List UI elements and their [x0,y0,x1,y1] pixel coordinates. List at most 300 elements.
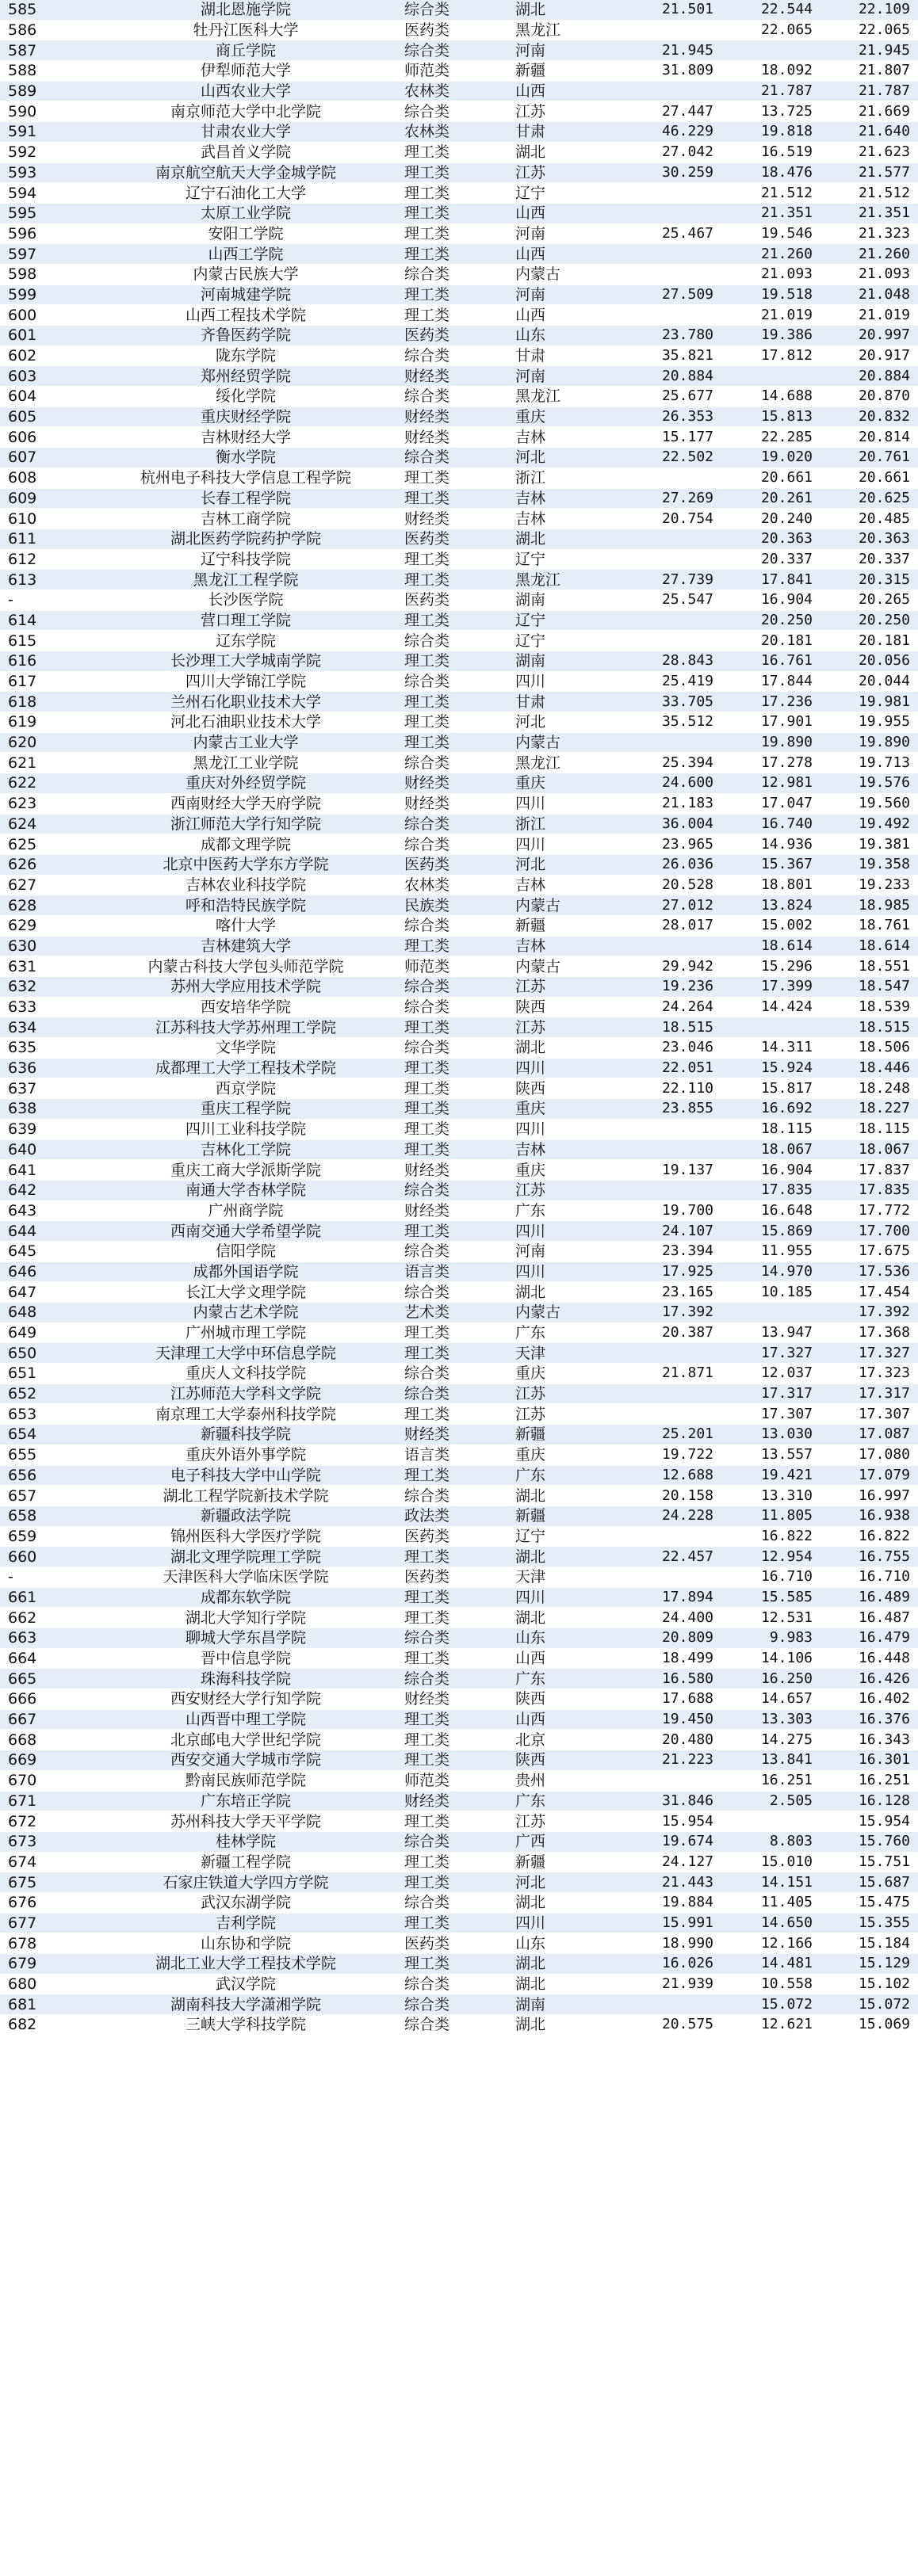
school-name-cell: 成都理工大学工程技术学院 [95,1058,396,1078]
rank-cell: 661 [0,1587,95,1608]
rank-cell: 627 [0,875,95,895]
score-b-cell: 16.710 [721,1567,820,1587]
score-a-cell [610,1180,721,1200]
total-score-cell: 20.056 [820,651,918,672]
school-name-cell: 新疆政法学院 [95,1506,396,1526]
province-cell: 浙江 [507,467,610,488]
table-row [0,1689,918,1710]
table-row [0,406,918,427]
score-b-cell: 13.725 [721,101,820,122]
score-b-cell: 13.824 [721,895,820,916]
category-cell: 综合类 [396,0,507,20]
school-name-cell: 湖北医药学院药护学院 [95,529,396,549]
province-cell: 新疆 [507,1506,610,1526]
score-b-cell: 17.901 [721,712,820,733]
school-name-cell: 西安财经大学行知学院 [95,1689,396,1710]
score-a-cell: 36.004 [610,814,721,834]
table-row [0,366,918,387]
table-row [0,387,918,407]
rank-cell: 671 [0,1791,95,1811]
school-name-cell: 四川大学锦江学院 [95,671,396,692]
province-cell: 广东 [507,1465,610,1486]
rank-cell: 621 [0,753,95,773]
category-cell: 理工类 [396,488,507,509]
school-name-cell: 湖北文理学院理工学院 [95,1547,396,1567]
school-name-cell: 杭州电子科技大学信息工程学院 [95,467,396,488]
rank-cell: 678 [0,1933,95,1954]
category-cell: 综合类 [396,1669,507,1689]
school-name-cell: 辽宁石油化工大学 [95,183,396,204]
score-a-cell: 12.688 [610,1465,721,1486]
rank-cell: 609 [0,488,95,509]
total-score-cell: 20.485 [820,509,918,529]
total-score-cell: 19.233 [820,875,918,895]
score-a-cell [610,529,721,549]
score-b-cell: 18.801 [721,875,820,895]
rank-cell: 601 [0,326,95,346]
province-cell: 陕西 [507,997,610,1017]
school-name-cell: 山西农业大学 [95,81,396,101]
table-row [0,1811,918,1832]
table-row [0,1547,918,1567]
province-cell: 湖北 [507,142,610,162]
school-name-cell: 河北石油职业技术大学 [95,712,396,733]
total-score-cell: 21.807 [820,61,918,82]
category-cell: 理工类 [396,1058,507,1078]
score-b-cell: 11.805 [721,1506,820,1526]
total-score-cell: 21.093 [820,264,918,284]
category-cell: 理工类 [396,1811,507,1832]
rank-cell: 657 [0,1486,95,1506]
total-score-cell: 16.376 [820,1709,918,1730]
province-cell: 吉林 [507,509,610,529]
category-cell: 理工类 [396,1078,507,1099]
category-cell: 综合类 [396,448,507,468]
rank-cell: 676 [0,1892,95,1913]
school-name-cell: 呼和浩特民族学院 [95,895,396,916]
school-name-cell: 武汉东湖学院 [95,1892,396,1913]
school-name-cell: 锦州医科大学医疗学院 [95,1526,396,1547]
school-name-cell: 内蒙古科技大学包头师范学院 [95,956,396,977]
province-cell: 广东 [507,1322,610,1343]
category-cell: 医药类 [396,590,507,610]
category-cell: 理工类 [396,1730,507,1750]
score-a-cell [610,1770,721,1791]
rank-cell: 637 [0,1078,95,1099]
school-name-cell: 长江大学文理学院 [95,1282,396,1303]
score-b-cell: 18.092 [721,61,820,82]
table-row [0,427,918,448]
score-b-cell: 10.185 [721,1282,820,1303]
rank-cell: 588 [0,61,95,82]
score-b-cell: 17.236 [721,692,820,712]
rank-cell: 667 [0,1709,95,1730]
total-score-cell: 19.955 [820,712,918,733]
total-score-cell: 21.323 [820,223,918,244]
score-a-cell [610,1119,721,1139]
total-score-cell: 19.713 [820,753,918,773]
rank-cell: 632 [0,977,95,998]
score-b-cell: 16.740 [721,814,820,834]
province-cell: 山西 [507,1709,610,1730]
category-cell: 财经类 [396,793,507,814]
score-b-cell: 17.327 [721,1343,820,1364]
table-row [0,1791,918,1811]
rank-cell: 644 [0,1221,95,1242]
score-a-cell: 17.894 [610,1587,721,1608]
score-a-cell: 19.722 [610,1444,721,1465]
rank-cell: 595 [0,203,95,223]
province-cell: 山东 [507,326,610,346]
rank-cell: 651 [0,1364,95,1384]
table-row [0,467,918,488]
score-a-cell: 24.600 [610,773,721,794]
province-cell: 甘肃 [507,345,610,366]
rank-cell: 641 [0,1160,95,1181]
province-cell: 四川 [507,793,610,814]
total-score-cell: 15.184 [820,1933,918,1954]
category-cell: 综合类 [396,997,507,1017]
rank-cell: 623 [0,793,95,814]
province-cell: 内蒙古 [507,956,610,977]
table-row [0,183,918,204]
table-row [0,753,918,773]
category-cell: 理工类 [396,1099,507,1120]
score-a-cell [610,549,721,570]
province-cell: 湖南 [507,590,610,610]
rank-cell: 626 [0,854,95,875]
category-cell: 综合类 [396,1180,507,1200]
score-a-cell: 25.419 [610,671,721,692]
province-cell: 陕西 [507,1689,610,1710]
score-b-cell [721,40,820,61]
table-row [0,570,918,590]
table-row [0,1465,918,1486]
total-score-cell: 16.343 [820,1730,918,1750]
school-name-cell: 成都东软学院 [95,1587,396,1608]
score-b-cell: 15.585 [721,1587,820,1608]
province-cell: 辽宁 [507,1526,610,1547]
rank-cell: 665 [0,1669,95,1689]
score-b-cell: 20.363 [721,529,820,549]
rank-cell: 602 [0,345,95,366]
table-row [0,1709,918,1730]
school-name-cell: 太原工业学院 [95,203,396,223]
total-score-cell: 19.358 [820,854,918,875]
rank-cell: 669 [0,1750,95,1771]
total-score-cell: 18.115 [820,1119,918,1139]
rank-cell: 611 [0,529,95,549]
province-cell: 辽宁 [507,549,610,570]
school-name-cell: 成都文理学院 [95,834,396,855]
category-cell: 理工类 [396,549,507,570]
category-cell: 理工类 [396,284,507,305]
table-row [0,1160,918,1181]
category-cell: 医药类 [396,1526,507,1547]
category-cell: 综合类 [396,753,507,773]
total-score-cell: 17.536 [820,1261,918,1282]
rank-cell: 617 [0,671,95,692]
total-score-cell: 15.129 [820,1954,918,1975]
total-score-cell: 20.917 [820,345,918,366]
category-cell: 理工类 [396,1750,507,1771]
total-score-cell: 15.069 [820,2015,918,2036]
category-cell: 理工类 [396,183,507,204]
score-b-cell: 22.544 [721,0,820,20]
category-cell: 财经类 [396,773,507,794]
score-b-cell [721,1017,820,1038]
score-a-cell: 19.236 [610,977,721,998]
table-row [0,1058,918,1078]
total-score-cell: 18.539 [820,997,918,1017]
category-cell: 农林类 [396,81,507,101]
category-cell: 农林类 [396,122,507,143]
rank-cell: 664 [0,1648,95,1669]
school-name-cell: 南京师范大学中北学院 [95,101,396,122]
rank-cell: 628 [0,895,95,916]
score-a-cell: 19.450 [610,1709,721,1730]
province-cell: 吉林 [507,936,610,956]
total-score-cell: 18.547 [820,977,918,998]
score-b-cell: 18.476 [721,162,820,183]
score-a-cell: 31.809 [610,61,721,82]
total-score-cell: 17.079 [820,1465,918,1486]
category-cell: 综合类 [396,977,507,998]
score-a-cell [610,1994,721,2015]
total-score-cell: 16.448 [820,1648,918,1669]
school-name-cell: 内蒙古艺术学院 [95,1303,396,1323]
table-row [0,1608,918,1628]
school-name-cell: 新疆科技学院 [95,1425,396,1445]
category-cell: 综合类 [396,387,507,407]
score-a-cell: 22.110 [610,1078,721,1099]
score-b-cell: 15.002 [721,915,820,936]
school-name-cell: 西京学院 [95,1078,396,1099]
score-b-cell: 17.812 [721,345,820,366]
table-row [0,875,918,895]
category-cell: 理工类 [396,305,507,326]
score-b-cell: 17.399 [721,977,820,998]
rank-cell: 650 [0,1343,95,1364]
table-row [0,1425,918,1445]
score-b-cell: 14.311 [721,1038,820,1059]
total-score-cell: 19.492 [820,814,918,834]
category-cell: 综合类 [396,1038,507,1059]
province-cell: 黑龙江 [507,20,610,40]
score-b-cell: 9.983 [721,1628,820,1649]
province-cell: 重庆 [507,773,610,794]
table-row [0,854,918,875]
rank-cell: 646 [0,1261,95,1282]
table-row [0,773,918,794]
province-cell: 山东 [507,1933,610,1954]
category-cell: 综合类 [396,834,507,855]
table-row [0,122,918,143]
rank-cell: 658 [0,1506,95,1526]
category-cell: 综合类 [396,1383,507,1404]
province-cell: 湖北 [507,1486,610,1506]
score-b-cell: 13.841 [721,1750,820,1771]
total-score-cell: 19.576 [820,773,918,794]
table-row [0,305,918,326]
score-a-cell: 23.394 [610,1241,721,1261]
score-a-cell: 21.939 [610,1974,721,1994]
score-a-cell: 18.499 [610,1648,721,1669]
rank-cell: 608 [0,467,95,488]
rank-cell: 631 [0,956,95,977]
score-a-cell: 27.447 [610,101,721,122]
school-name-cell: 湖南科技大学潇湘学院 [95,1994,396,2015]
province-cell: 黑龙江 [507,387,610,407]
score-a-cell: 20.528 [610,875,721,895]
table-row [0,1200,918,1221]
category-cell: 医药类 [396,1933,507,1954]
rank-cell: 614 [0,610,95,631]
category-cell: 理工类 [396,1404,507,1425]
category-cell: 理工类 [396,732,507,753]
score-b-cell: 21.787 [721,81,820,101]
score-b-cell: 22.285 [721,427,820,448]
category-cell: 综合类 [396,345,507,366]
score-a-cell: 28.843 [610,651,721,672]
category-cell: 理工类 [396,936,507,956]
score-a-cell [610,732,721,753]
rank-cell: 659 [0,1526,95,1547]
score-b-cell: 15.813 [721,406,820,427]
score-b-cell: 14.650 [721,1913,820,1933]
category-cell: 理工类 [396,712,507,733]
table-row [0,1831,918,1852]
table-row [0,1119,918,1139]
score-a-cell [610,631,721,651]
province-cell: 新疆 [507,1425,610,1445]
score-b-cell: 15.296 [721,956,820,977]
category-cell: 理工类 [396,203,507,223]
category-cell: 综合类 [396,1486,507,1506]
score-a-cell [610,1526,721,1547]
table-row [0,1974,918,1994]
province-cell: 湖北 [507,1038,610,1059]
school-name-cell: 陇东学院 [95,345,396,366]
rank-cell: 672 [0,1811,95,1832]
school-name-cell: 广州商学院 [95,1200,396,1221]
province-cell: 内蒙古 [507,895,610,916]
score-a-cell: 23.965 [610,834,721,855]
school-name-cell: 天津医科大学临床医学院 [95,1567,396,1587]
province-cell: 广东 [507,1669,610,1689]
school-name-cell: 吉林农业科技学院 [95,875,396,895]
table-row [0,1282,918,1303]
table-row [0,2015,918,2036]
score-a-cell: 26.036 [610,854,721,875]
table-row [0,793,918,814]
total-score-cell: 22.065 [820,20,918,40]
total-score-cell: 15.072 [820,1994,918,2015]
score-b-cell: 14.657 [721,1689,820,1710]
category-cell: 艺术类 [396,1303,507,1323]
total-score-cell: 17.454 [820,1282,918,1303]
province-cell: 江苏 [507,1180,610,1200]
rank-cell: 652 [0,1383,95,1404]
score-a-cell: 21.501 [610,0,721,20]
province-cell: 河南 [507,284,610,305]
table-row [0,651,918,672]
table-row [0,590,918,610]
category-cell: 语言类 [396,1444,507,1465]
rank-cell: 649 [0,1322,95,1343]
score-a-cell [610,81,721,101]
score-a-cell: 17.925 [610,1261,721,1282]
province-cell: 山西 [507,81,610,101]
rank-cell: 586 [0,20,95,40]
rank-cell: 670 [0,1770,95,1791]
score-a-cell: 25.394 [610,753,721,773]
score-b-cell: 17.841 [721,570,820,590]
total-score-cell: 21.640 [820,122,918,143]
table-row [0,1506,918,1526]
table-row [0,81,918,101]
category-cell: 理工类 [396,692,507,712]
score-b-cell: 15.869 [721,1221,820,1242]
rank-cell: 653 [0,1404,95,1425]
rank-cell: 680 [0,1974,95,1994]
category-cell: 财经类 [396,1425,507,1445]
rank-cell: 640 [0,1139,95,1160]
score-a-cell [610,1567,721,1587]
province-cell: 江苏 [507,1404,610,1425]
category-cell: 医药类 [396,854,507,875]
score-b-cell [721,1811,820,1832]
score-a-cell: 20.809 [610,1628,721,1649]
score-a-cell: 27.012 [610,895,721,916]
rank-cell: 629 [0,915,95,936]
total-score-cell: 18.446 [820,1058,918,1078]
total-score-cell: 16.755 [820,1547,918,1567]
province-cell: 湖北 [507,529,610,549]
school-name-cell: 广州城市理工学院 [95,1322,396,1343]
table-row [0,529,918,549]
rank-cell: 616 [0,651,95,672]
table-row [0,1567,918,1587]
province-cell: 湖北 [507,2015,610,2036]
school-name-cell: 湖北工程学院新技术学院 [95,1486,396,1506]
total-score-cell: 17.675 [820,1241,918,1261]
province-cell: 湖南 [507,651,610,672]
school-name-cell: 南通大学杏林学院 [95,1180,396,1200]
province-cell: 广西 [507,1831,610,1852]
province-cell: 四川 [507,1587,610,1608]
rank-cell: 647 [0,1282,95,1303]
rank-cell: 639 [0,1119,95,1139]
total-score-cell: 17.392 [820,1303,918,1323]
school-name-cell: 广东培正学院 [95,1791,396,1811]
score-b-cell: 20.240 [721,509,820,529]
province-cell: 山西 [507,305,610,326]
category-cell: 综合类 [396,915,507,936]
total-score-cell: 18.761 [820,915,918,936]
rank-cell: 636 [0,1058,95,1078]
school-name-cell: 江苏科技大学苏州理工学院 [95,1017,396,1038]
total-score-cell: 17.700 [820,1221,918,1242]
score-b-cell: 17.835 [721,1180,820,1200]
rank-cell: 663 [0,1628,95,1649]
score-a-cell: 22.051 [610,1058,721,1078]
province-cell: 北京 [507,1730,610,1750]
score-a-cell [610,20,721,40]
total-score-cell: 21.260 [820,244,918,265]
category-cell: 农林类 [396,875,507,895]
score-b-cell: 8.803 [721,1831,820,1852]
